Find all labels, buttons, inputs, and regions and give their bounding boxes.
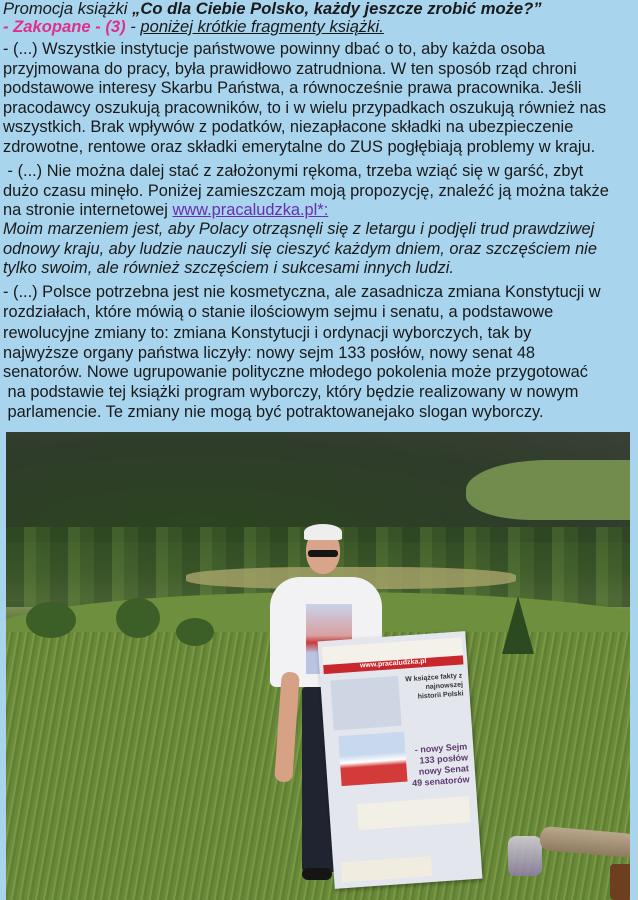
promo-board [318, 631, 483, 889]
text-line: - (...) Wszystkie instytucje państwowe powinny dbać o to, aby każda osoba [3, 40, 546, 58]
page-header [3, 0, 637, 36]
book-title: „Co dla Ciebie Polsko, każdy jeszcze zrobić może?” [132, 0, 542, 18]
quote-line: Moim marzeniem jest, aby Polacy otrząsnęli się z letargu i podjęli trud prawdziwej [3, 220, 595, 238]
text-line: rewolucyjne zmiany to: zmiana Konstytucji i ordynacji wyborczych, tak by [3, 324, 532, 343]
location-label: - Zakopane - (3) [3, 17, 126, 36]
promo-line [3, 0, 637, 18]
board-quote-box [357, 796, 471, 830]
text-line: - (...) Nie można dalej stać z założonymi rękoma, trzeba wziąć się w garść, zbyt [3, 162, 584, 180]
bush [116, 598, 160, 638]
board-picture [330, 676, 401, 731]
bush [26, 602, 76, 638]
landscape-photo [6, 432, 630, 900]
text-line: - (...) Polsce potrzebna jest nie kosmetyczna, ale zasadnicza zmiana Konstytucji w [3, 283, 601, 301]
promo-prefix: Promocja książki [3, 0, 133, 18]
text-line: najwyższe organy państwa liczyły: nowy sejm 133 posłów, nowy senat 48 [3, 343, 536, 362]
stump [610, 864, 630, 900]
paragraph-2 [3, 162, 637, 221]
board-picture [338, 732, 407, 786]
board-side-text: W książce fakty z najnowszej historii Polski [404, 672, 464, 701]
text-line: senatorów. Nowe ugrupowanie polityczne młodego pokolenia może przygotować [3, 363, 588, 382]
spruce-tree [502, 596, 534, 654]
subtitle: poniżej krótkie fragmenty książki. [140, 17, 384, 36]
text-line: wszystkich. Brak wpływów z podatków, niezapłacone składki na ubezpieczenie [3, 118, 574, 137]
quote-block [3, 220, 637, 279]
link-prefix: na stronie internetowej [3, 201, 173, 220]
quote-line: tylko swoim, ale również szczęściem i sukcesami innych ludzi. [3, 259, 454, 278]
quote-line: odnowy kraju, aby ludzie nauczyli się cieszyć każdym dniem, oraz szczęściem nie [3, 239, 597, 258]
bag [508, 836, 542, 876]
website-link[interactable]: www.pracaludzka.pl*: [172, 201, 329, 220]
separator: - [125, 17, 141, 36]
text-line: podstawowe interesy Skarbu Państwa, a równocześnie prawa pracownika. Jeśli [3, 79, 582, 98]
text-line: zdrowotne, rentowe oraz składki emerytalne do ZUS pogłębiają problemy w kraju. [3, 137, 596, 156]
sunglasses [308, 550, 338, 557]
paragraph-1 [3, 40, 637, 158]
text-line: rozdziałach, które mówią o stanie ilościowym sejmu i senatu, a podstawowe [3, 302, 554, 321]
shoe [302, 868, 332, 880]
bush [176, 618, 214, 646]
text-line: parlamencie. Te zmiany nie mogą być potraktowanejako slogan wyborczy. [3, 402, 544, 421]
board-buy-box [341, 856, 432, 882]
board-side-big: - nowy Sejm 133 posłów nowy Senat 49 senatorów [411, 741, 470, 789]
cap [304, 524, 342, 540]
board-url: www.pracaludzka.pl [359, 657, 427, 670]
location-line [3, 18, 637, 36]
text-line: przyjmowana do pracy, była prawidłowo zatrudniona. W ten sposób rząd chroni [3, 59, 577, 78]
text-line [3, 201, 637, 221]
text-line: pracodawcy oszukują pracowników, to i w wielu przypadkach oszukują również nas [3, 98, 607, 117]
distant-meadow [466, 460, 630, 520]
text-line: na podstawie tej książki program wyborczy, który będzie realizowany w nowym [3, 382, 579, 401]
text-line: dużo czasu minęło. Poniżej zamieszczam moją propozycję, znaleźć ją można także [3, 181, 609, 200]
paragraph-3 [3, 283, 637, 422]
